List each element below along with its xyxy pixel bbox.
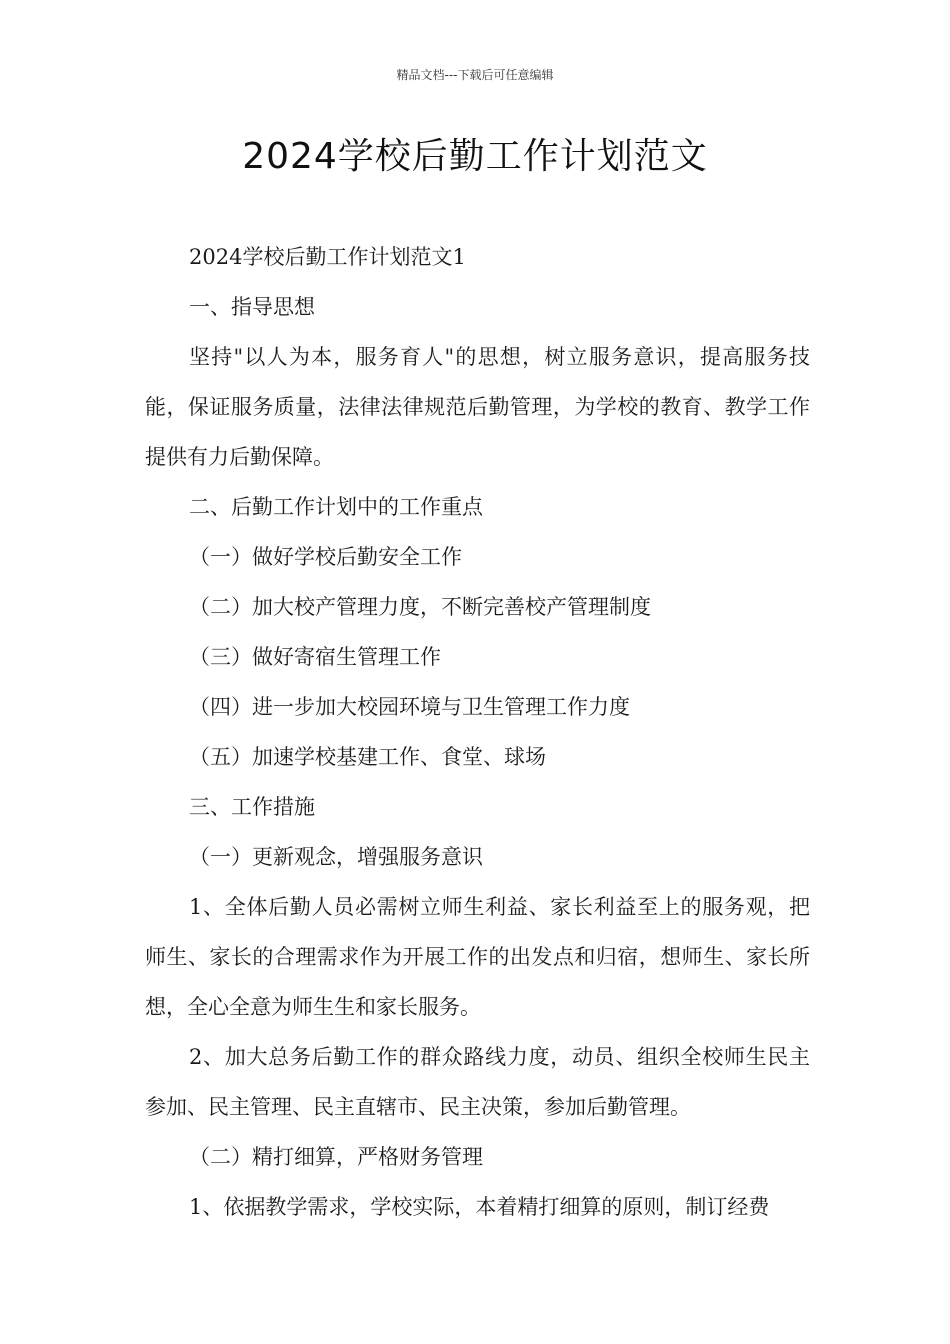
paragraph-list-item: （五）加速学校基建工作、食堂、球场 [189,745,546,769]
paragraph-list-item: （二）精打细算，严格财务管理 [189,1145,483,1169]
paragraph-text: 坚持"以人为本，服务育人"的思想，树立服务意识，提高服务技能，保证服务质量，法律法律规范后勤管理，为学校的教育、教学工作提供有力后勤保障。 [145,345,810,469]
paragraph-section-heading: 一、指导思想 [189,295,315,319]
paragraph-list-item: （三）做好寄宿生管理工作 [189,645,441,669]
paragraph-list-item: （一）做好学校后勤安全工作 [189,545,462,569]
paragraph-text: 2、加大总务后勤工作的群众路线力度，动员、组织全校师生民主参加、民主管理、民主直辖市、民主决策，参加后勤管理。 [145,1045,810,1119]
paragraph-list-item: （二）加大校产管理力度，不断完善校产管理制度 [189,595,651,619]
document-title: 2024学校后勤工作计划范文 [242,136,708,177]
document-body [145,232,810,1232]
paragraph-text: 1、依据教学需求，学校实际，本着精打细算的原则，制订经费 [189,1195,770,1219]
paragraph-list-item: （四）进一步加大校园环境与卫生管理工作力度 [189,695,630,719]
paragraph-section-heading: 二、后勤工作计划中的工作重点 [189,495,483,519]
paragraph-text: 1、全体后勤人员必需树立师生利益、家长利益至上的服务观，把师生、家长的合理需求作为开展工作的出发点和归宿，想师生、家长所想，全心全意为师生生和家长服务。 [145,895,810,1019]
paragraph-subtitle: 2024学校后勤工作计划范文1 [189,245,466,269]
paragraph-section-heading: 三、工作措施 [189,795,315,819]
paragraph-list-item: （一）更新观念，增强服务意识 [189,845,483,869]
page-header-note: 精品文档---下载后可任意编辑 [396,68,554,82]
